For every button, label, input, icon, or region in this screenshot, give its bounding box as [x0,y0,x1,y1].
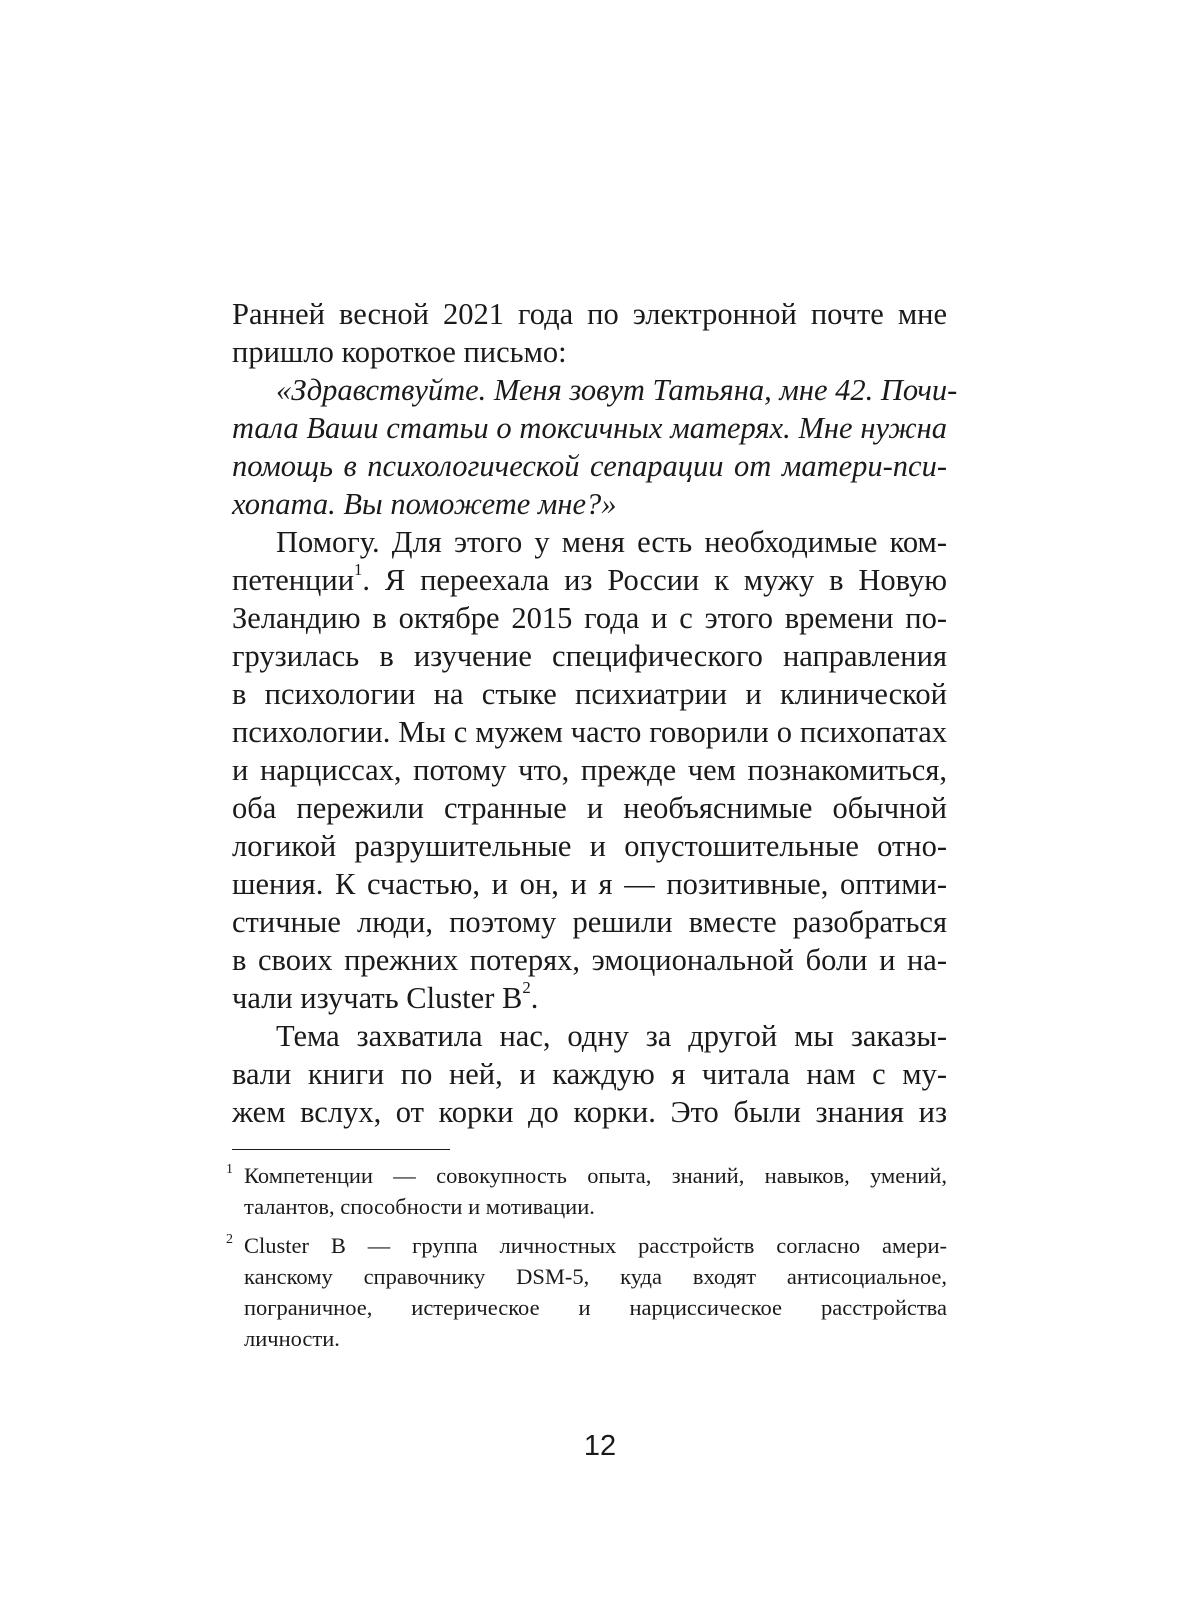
text-line: логикой разрушительные и опустошительные отно- [232,829,947,863]
main-text [232,295,958,1131]
text-line: пришло короткое письмо: [232,335,567,369]
text-line: жем вслух, от корки до корки. Это были знания из [232,1095,947,1129]
page-number: 12 [583,1430,617,1462]
text-fragment: петенции [232,563,355,597]
footnote-line: Cluster B — группа личностных расстройств согласно амери- [244,1233,947,1258]
text-line: тала Ваши статьи о токсичных матерях. Мне нужна [232,411,947,445]
text-line: и нарциссах, потому что, прежде чем познакомиться, [232,753,947,787]
footnote-line: пограничное, истерическое и нарциссическое расстройства [244,1295,947,1320]
text-fragment: . Я переехала из России к мужу в Новую [362,563,947,597]
footnote-ref-1: 1 [354,559,363,579]
text-line: «Здравствуйте. Меня зовут Татьяна, мне 42. Почи- [276,373,958,407]
text-line: Ранней весной 2021 года по электронной почте мне [232,297,947,331]
text-line: в психологии на стыке психиатрии и клинической [232,677,947,711]
text-line: стичные люди, поэтому решили вместе разобраться [232,905,947,939]
footnote-ref-2: 2 [522,977,531,997]
footnote-line: канскому справочнику DSM-5, куда входят антисоциальное, [244,1264,947,1289]
paragraph-1 [232,295,947,371]
text-line: хопата. Вы поможете мне?» [232,487,617,521]
quoted-letter [232,371,958,523]
text-line: шения. К счастью, и он, и я — позитивные, оптими- [232,867,947,901]
footnote-line: талантов, способности и мотивации. [244,1194,595,1219]
text-line: психологии. Мы с мужем часто говорили о психопатах [232,715,947,749]
footnotes [226,1160,947,1362]
text-line: Тема захватила нас, одну за другой мы заказы- [276,1019,947,1053]
footnote-separator [232,1149,450,1150]
text-line [232,561,947,599]
footnote-number: 2 [226,1232,233,1247]
footnote-1 [226,1160,947,1222]
footnote-line: личности. [244,1326,340,1351]
text-line [232,979,947,1017]
text-line: оба пережили странные и необъяснимые обычной [232,791,947,825]
text-line: Зеландию в октябре 2015 года и с этого времени по- [232,601,947,635]
footnote-2 [226,1230,947,1354]
text-line: в своих прежних потерях, эмоциональной боли и на- [232,943,947,977]
text-fragment: чали изучать Cluster B [232,981,523,1015]
text-line: вали книги по ней, и каждую я читала нам с му- [232,1057,947,1091]
text-fragment: . [530,981,539,1015]
paragraph-3 [232,1017,947,1131]
footnote-line: Компетенции — совокупность опыта, знаний, навыков, умений, [244,1163,947,1188]
footnote-number: 1 [226,1162,233,1177]
text-line: помощь в психологической сепарации от матери-пси- [232,449,947,483]
text-line: Помогу. Для этого у меня есть необходимые ком- [276,525,947,559]
text-line: грузилась в изучение специфического направления [232,639,947,673]
paragraph-2 [232,523,947,1017]
